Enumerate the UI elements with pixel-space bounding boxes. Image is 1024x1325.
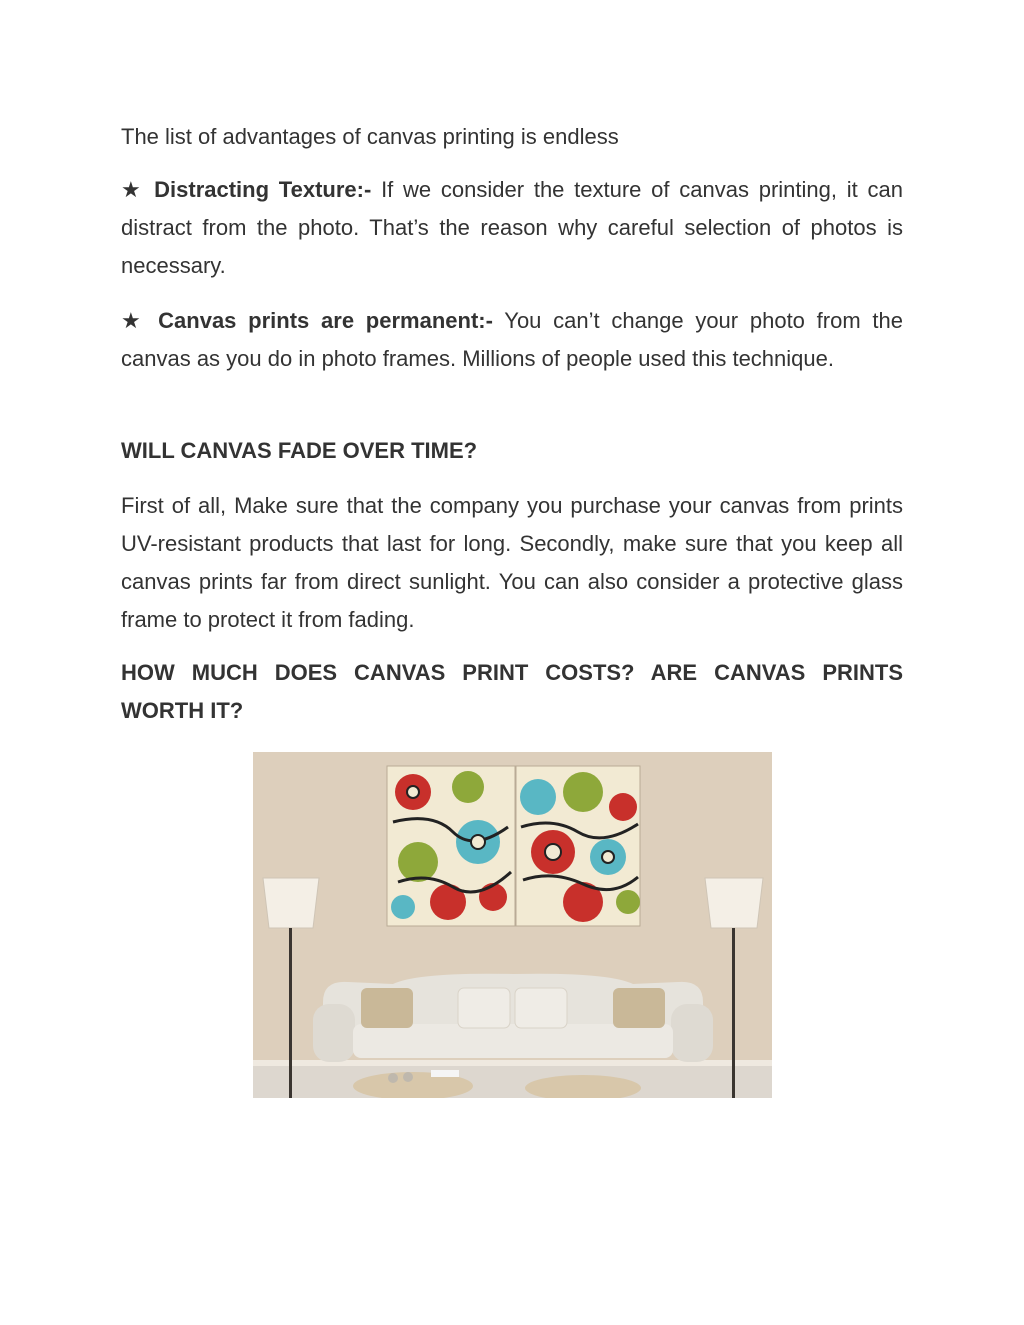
star-icon: ★	[121, 308, 147, 333]
section-heading-cost: HOW MUCH DOES CANVAS PRINT COSTS? ARE CANVAS PRINTS WORTH IT?	[121, 660, 903, 723]
bullet-term: Canvas prints are permanent:-	[158, 308, 493, 333]
bullet-text: If we consider the texture of canvas printing, it can distract from the photo. That’s the reason why careful selection of photos is necessary.	[121, 177, 903, 278]
bullet-text: You can’t change your photo from the canvas as you do in photo frames. Millions of people used this technique.	[121, 308, 904, 371]
section-heading-fade: WILL CANVAS FADE OVER TIME?	[121, 438, 478, 463]
fade-paragraph: First of all, Make sure that the company you purchase your canvas from prints UV-resistant products that last for long. Secondly, make sure that you keep all canvas prints far from direct sunlight. You can also consider a protective glass frame to protect it from fading.	[121, 493, 903, 632]
canvas-art-right	[516, 766, 640, 926]
bullet-distracting-texture	[121, 171, 903, 285]
canvas-room-photo	[253, 752, 772, 1098]
bullet-term: Distracting Texture:-	[154, 177, 372, 202]
bullet-canvas-permanent	[121, 302, 903, 378]
intro-text: The list of advantages of canvas printing is endless	[121, 124, 619, 149]
sofa	[313, 974, 713, 1062]
star-icon: ★	[121, 177, 145, 202]
canvas-art-left	[387, 766, 515, 926]
